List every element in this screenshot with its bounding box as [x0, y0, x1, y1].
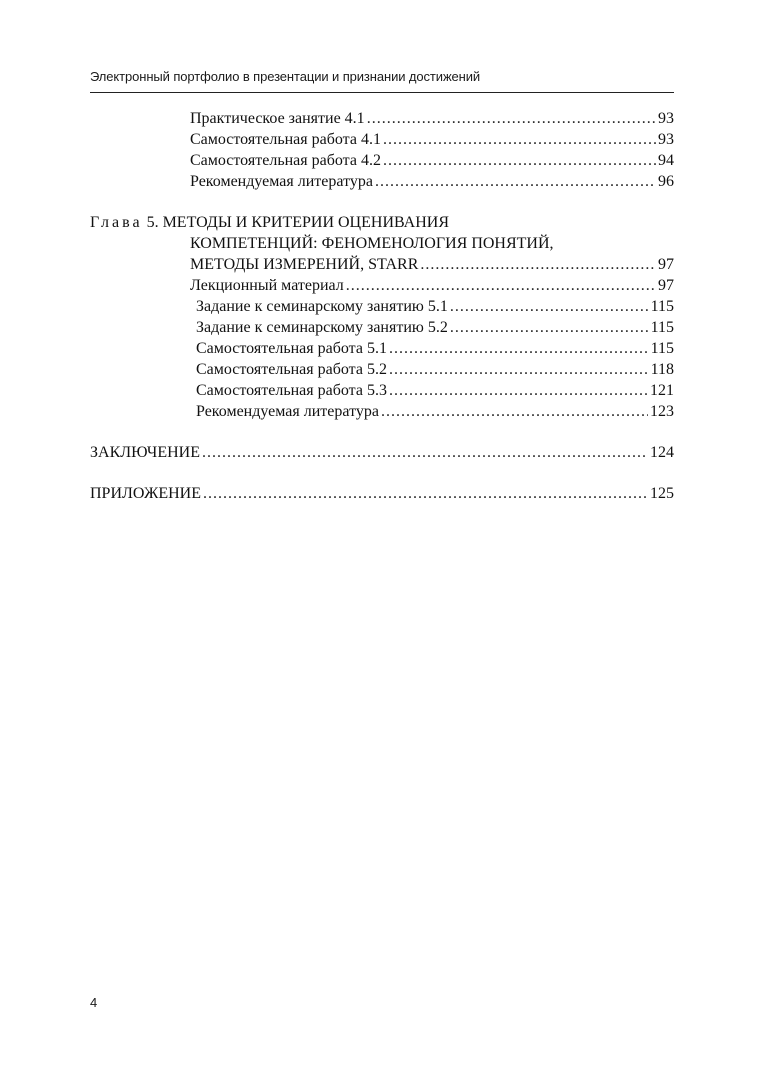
toc-entry[interactable] — [190, 129, 674, 150]
running-header: Электронный портфолио в презентации и признании достижений — [90, 69, 481, 84]
toc-entry[interactable] — [196, 296, 674, 317]
toc-entry-title: ЗАКЛЮЧЕНИЕ — [90, 444, 200, 461]
toc-entry-page: 115 — [650, 340, 674, 357]
chapter-title-line: МЕТОДЫ ИЗМЕРЕНИЙ, STARR — [190, 256, 419, 273]
toc-entry-title: Самостоятельная работа 4.2 — [190, 152, 381, 169]
toc-entry-title: Самостоятельная работа 4.1 — [190, 131, 381, 148]
toc-entry-title: Рекомендуемая литература — [196, 403, 379, 420]
toc-entry-page: 125 — [650, 485, 674, 502]
toc-entry-title: Задание к семинарскому занятию 5.1 — [196, 298, 448, 315]
toc-entry-title: Задание к семинарскому занятию 5.2 — [196, 319, 448, 336]
dot-leader — [202, 442, 648, 463]
toc-entry-title: Практическое занятие 4.1 — [190, 110, 365, 127]
toc-entry[interactable] — [196, 380, 674, 401]
chapter-label: Глава — [90, 214, 143, 231]
dot-leader — [346, 275, 656, 296]
dot-leader — [420, 254, 656, 275]
dot-leader — [375, 171, 656, 192]
toc-entry[interactable] — [190, 254, 674, 275]
toc-entry-page: 93 — [658, 131, 674, 148]
chapter-title-line: КОМПЕТЕНЦИЙ: ФЕНОМЕНОЛОГИЯ ПОНЯТИЙ, — [190, 235, 554, 252]
chapter-title-line: МЕТОДЫ И КРИТЕРИИ ОЦЕНИВАНИЯ — [162, 214, 449, 231]
dot-leader — [450, 296, 649, 317]
toc-entry[interactable] — [196, 401, 674, 422]
dot-leader — [389, 359, 649, 380]
chapter-heading[interactable] — [90, 212, 449, 233]
toc-entry[interactable] — [196, 359, 674, 380]
toc-entry[interactable] — [190, 275, 674, 296]
toc-entry-title: Самостоятельная работа 5.2 — [196, 361, 387, 378]
toc-entry-title: Лекционный материал — [190, 277, 344, 294]
toc-entry-page: 115 — [650, 319, 674, 336]
toc-entry-title: Самостоятельная работа 5.1 — [196, 340, 387, 357]
toc-entry-page: 124 — [650, 444, 674, 461]
toc-entry[interactable] — [190, 150, 674, 171]
toc-entry-page: 121 — [650, 382, 674, 399]
dot-leader — [383, 150, 656, 171]
toc-entry-page: 96 — [658, 173, 674, 190]
chapter-number: 5. — [142, 214, 163, 231]
toc-entry-page: 97 — [658, 256, 674, 273]
dot-leader — [389, 380, 648, 401]
toc-entry-page: 93 — [658, 110, 674, 127]
dot-leader — [450, 317, 649, 338]
dot-leader — [381, 401, 648, 422]
toc-entry-conclusion[interactable] — [90, 442, 674, 463]
toc-entry-page: 118 — [650, 361, 674, 378]
toc-entry-title: Самостоятельная работа 5.3 — [196, 382, 387, 399]
toc-entry[interactable] — [190, 171, 674, 192]
toc-entry[interactable] — [196, 338, 674, 359]
dot-leader — [383, 129, 656, 150]
toc-entry[interactable] — [196, 317, 674, 338]
toc-entry[interactable] — [190, 108, 674, 129]
toc-entry-title: Рекомендуемая литература — [190, 173, 373, 190]
dot-leader — [367, 108, 656, 129]
toc-entry-page: 94 — [658, 152, 674, 169]
page-number: 4 — [90, 995, 98, 1010]
toc-entry-appendix[interactable] — [90, 483, 674, 504]
dot-leader — [389, 338, 649, 359]
toc-entry-title: ПРИЛОЖЕНИЕ — [90, 485, 202, 502]
toc-entry-page: 115 — [650, 298, 674, 315]
dot-leader — [203, 483, 648, 504]
toc-entry-page: 97 — [658, 277, 674, 294]
toc-entry-page: 123 — [650, 403, 674, 420]
